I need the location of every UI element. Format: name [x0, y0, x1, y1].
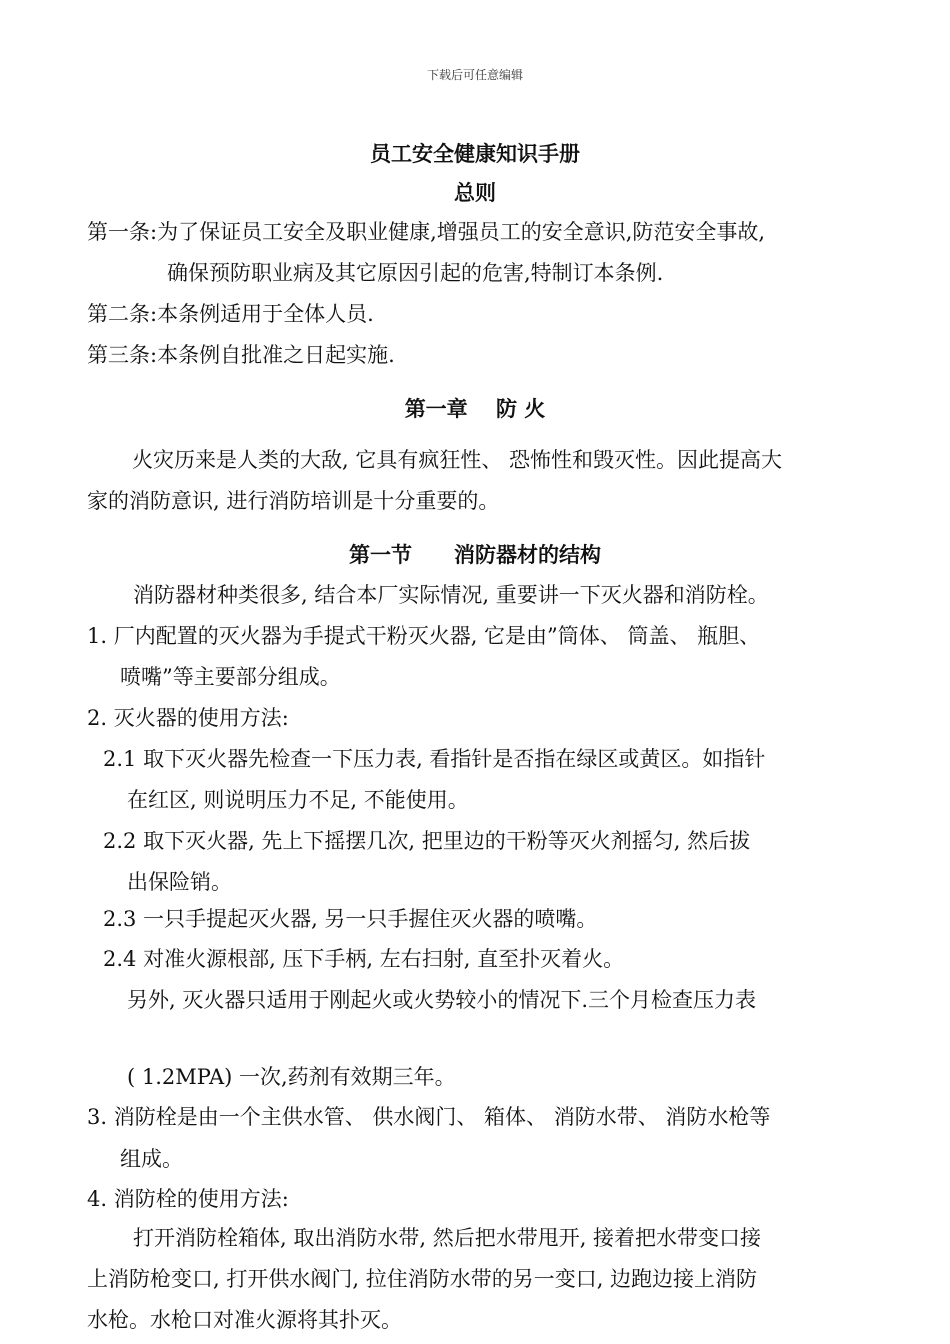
chapter-1-intro-line-1: 火灾历来是人类的大敌, 它具有疯狂性、 恐怖性和毁灭性。因此提高大	[132, 448, 783, 472]
hydrant-usage-line-3: 水枪。水枪口对准火源将其扑灭。	[87, 1308, 402, 1332]
article-1-line-1: 第一条:为了保证员工安全及职业健康,增强员工的安全意识,防范安全事故,	[87, 220, 766, 244]
item-4: 4. 消防栓的使用方法:	[87, 1187, 289, 1211]
chapter-1-heading: 第一章 防 火	[404, 397, 546, 421]
document-title: 员工安全健康知识手册	[370, 142, 580, 166]
section-1-heading: 第一节 消防器材的结构	[349, 543, 601, 567]
step-2-2-line-1: 2.2 取下灭火器, 先上下摇摆几次, 把里边的干粉等灭火剂摇匀, 然后拔	[103, 829, 751, 853]
section-1-intro: 消防器材种类很多, 结合本厂实际情况, 重要讲一下灭火器和消防栓。	[133, 583, 769, 607]
step-2-2-line-2: 出保险销。	[127, 870, 232, 894]
general-provisions-heading: 总则	[454, 181, 496, 205]
item-2: 2. 灭火器的使用方法:	[87, 706, 289, 730]
step-2-3: 2.3 一只手提起灭火器, 另一只手握住灭火器的喷嘴。	[103, 907, 598, 931]
note-line-1: 另外, 灭火器只适用于刚起火或火势较小的情况下.三个月检查压力表	[127, 988, 757, 1012]
step-2-4: 2.4 对准火源根部, 压下手柄, 左右扫射, 直至扑灭着火。	[103, 947, 625, 971]
item-1-line-2: 喷嘴”等主要部分组成。	[120, 665, 341, 689]
article-1-line-2: 确保预防职业病及其它原因引起的危害,特制订本条例.	[167, 261, 664, 285]
step-2-1-line-2: 在红区, 则说明压力不足, 不能使用。	[127, 788, 469, 812]
article-3: 第三条:本条例自批准之日起实施.	[87, 343, 395, 367]
item-3-line-2: 组成。	[120, 1147, 183, 1171]
note-line-2: ( 1.2MPA) 一次,药剂有效期三年。	[127, 1065, 456, 1089]
page-header: 下载后可任意编辑	[426, 68, 523, 82]
item-1-line-1: 1. 厂内配置的灭火器为手提式干粉灭火器, 它是由”筒体、 筒盖、 瓶胆、	[87, 624, 761, 648]
chapter-1-intro-line-2: 家的消防意识, 进行消防培训是十分重要的。	[87, 489, 500, 513]
item-3-line-1: 3. 消防栓是由一个主供水管、 供水阀门、 箱体、 消防水带、 消防水枪等	[87, 1105, 771, 1129]
hydrant-usage-line-2: 上消防枪变口, 打开供水阀门, 拉住消防水带的另一变口, 边跑边接上消防	[87, 1267, 758, 1291]
step-2-1-line-1: 2.1 取下灭火器先检查一下压力表, 看指针是否指在绿区或黄区。如指针	[103, 747, 766, 771]
hydrant-usage-line-1: 打开消防栓箱体, 取出消防水带, 然后把水带甩开, 接着把水带变口接	[133, 1226, 762, 1250]
article-2: 第二条:本条例适用于全体人员.	[87, 302, 374, 326]
